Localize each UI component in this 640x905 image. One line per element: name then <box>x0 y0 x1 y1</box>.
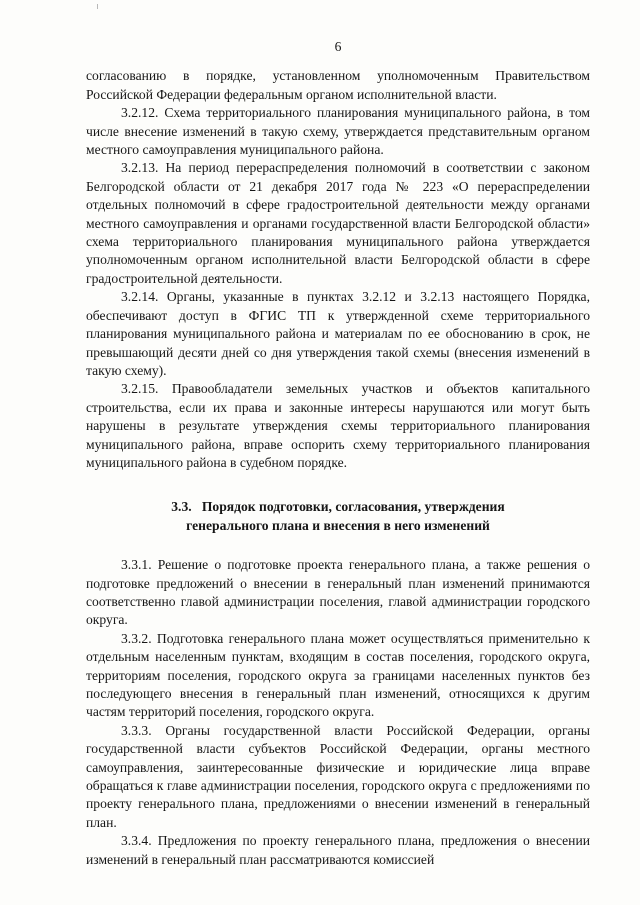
scan-mark <box>97 4 98 9</box>
paragraph-3-3-2: 3.3.2. Подготовка генерального плана может осуществляться применительно к отдельным населенным пунктам, входящим в состав поселения, городского округа, территориям поселения, городского округа за границами населенных пунктов без последующего внесения в генеральный план изменений, относящихся к другим частям территорий поселения, городского округа. <box>86 630 590 720</box>
paragraph-continuation: согласованию в порядке, установленном уполномоченным Правительством Российской Федерации федеральным органом исполнительной власти. <box>86 68 590 102</box>
paragraph-3-3-3: 3.3.3. Органы государственной власти Российской Федерации, органы государственной власти субъектов Российской Федерации, органы местного самоуправления, заинтересованные физические и юридические лица вправе обращаться к главе администрации поселения, городского округа с предложениями по проекту генерального плана, предложениями о внесении изменений в генеральный план. <box>86 722 590 830</box>
paragraph-3-2-13: 3.2.13. На период перераспределения полномочий в соответствии с законом Белгородской области от 21 декабря 2017 года № 223 «О перераспределении отдельных полномочий в сфере градостроительной деятельности между органами местного самоуправления и органами государственной власти Белгородской области» схема территориального планирования муниципального района утверждается уполномоченным органом исполнительной власти Белгородской области в сфере градостроительной деятельности. <box>86 160 590 286</box>
paragraph-3-3-1: 3.3.1. Решение о подготовке проекта генерального плана, а также решения о подготовке предложений о внесении в генеральный план изменений принимаются соответственно главой администрации поселения, главой администрации городского округа. <box>86 557 590 628</box>
section-heading-3-3 <box>86 498 590 535</box>
page-number: 6 <box>334 39 342 54</box>
section-heading-line-2: генерального плана и внесения в него изменений <box>186 517 490 533</box>
paragraph-3-3-4: 3.3.4. Предложения по проекту генерального плана, предложения о внесении изменений в генеральный план рассматриваются комиссией <box>86 833 590 867</box>
paragraph-3-2-14: 3.2.14. Органы, указанные в пунктах 3.2.12 и 3.2.13 настоящего Порядка, обеспечивают доступ в ФГИС ТП к утвержденной схеме территориального планирования муниципального района и материалам по ее обоснованию в срок, не превышающий десяти дней со дня утверждения такой схемы (внесения изменений в такую схему). <box>86 289 590 378</box>
paragraph-3-2-15: 3.2.15. Правообладатели земельных участков и объектов капитального строительства, если их права и законные интересы нарушаются или могут быть нарушены в результате утверждения схемы территориального планирования муниципального района, вправе оспорить схему территориального планирования муниципального района в судебном порядке. <box>86 381 590 470</box>
paragraph-3-2-12: 3.2.12. Схема территориального планирования муниципального района, в том числе внесение изменений в такую схему, утверждается представительным органом местного самоуправления муниципального района. <box>86 105 590 158</box>
section-heading-line-1: 3.3. Порядок подготовки, согласования, утверждения <box>171 499 505 515</box>
